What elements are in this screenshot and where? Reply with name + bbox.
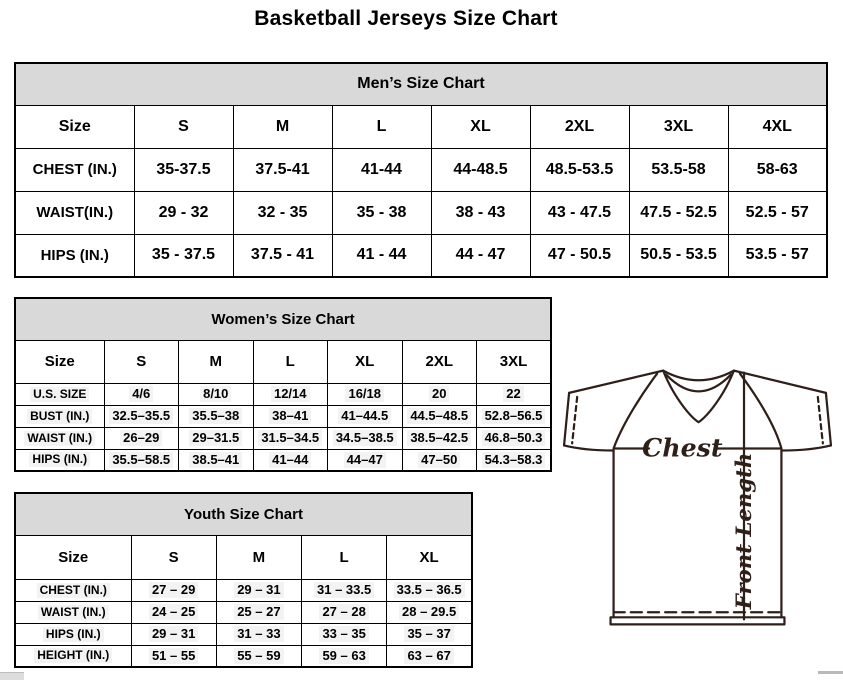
mens-col-4xl: 4XL — [728, 105, 827, 148]
womens-waist-value: 34.5–38.5 — [328, 427, 403, 449]
youth-height-value: 55 – 59 — [216, 645, 301, 667]
youth-hips-value: 35 – 37 — [387, 623, 472, 645]
womens-col-3xl: 3XL — [477, 340, 552, 383]
table-row — [15, 234, 827, 277]
mens-waist-value: 47.5 - 52.5 — [629, 191, 728, 234]
table-row — [15, 383, 551, 405]
womens-ussize-value: 16/18 — [328, 383, 403, 405]
jersey-collar-vneck — [663, 371, 734, 423]
mens-hips-value: 41 - 44 — [332, 234, 431, 277]
mens-chest-value: 58-63 — [728, 148, 827, 191]
womens-ussize-value: 8/10 — [179, 383, 254, 405]
mens-waist-value: 38 - 43 — [431, 191, 530, 234]
youth-col-size: Size — [15, 535, 131, 579]
womens-size-chart-table — [14, 297, 552, 472]
youth-chart-title: Youth Size Chart — [15, 493, 472, 535]
womens-ussize-value: 4/6 — [104, 383, 179, 405]
jersey-right-sleeve-cuff — [826, 393, 831, 446]
youth-waist-value: 27 – 28 — [302, 601, 387, 623]
jersey-right-sleeve-seam — [740, 374, 781, 449]
womens-col-m: M — [179, 340, 254, 383]
mens-chest-value: 48.5-53.5 — [530, 148, 629, 191]
table-row — [15, 623, 472, 645]
front-length-label: Front Length — [732, 452, 758, 610]
mens-hips-value: 35 - 37.5 — [134, 234, 233, 277]
youth-row-label-chest: CHEST (IN.) — [15, 579, 131, 601]
mens-waist-value: 32 - 35 — [233, 191, 332, 234]
mens-waist-value: 43 - 47.5 — [530, 191, 629, 234]
youth-height-value: 51 – 55 — [131, 645, 216, 667]
womens-row-label-bust: BUST (IN.) — [15, 405, 104, 427]
jersey-collar-outer-curve — [663, 371, 734, 381]
womens-bust-value: 32.5–35.5 — [104, 405, 179, 427]
mens-row-label-waist: WAIST(IN.) — [15, 191, 134, 234]
mens-chest-value: 44-48.5 — [431, 148, 530, 191]
jersey-diagram-svg — [560, 363, 835, 629]
bottom-right-scrollbar-fragment — [818, 671, 843, 674]
womens-waist-value: 46.8–50.3 — [477, 427, 552, 449]
page-title: Basketball Jerseys Size Chart — [254, 7, 558, 30]
womens-row-label-ussize: U.S. SIZE — [15, 383, 104, 405]
youth-row-label-height: HEIGHT (IN.) — [15, 645, 131, 667]
womens-ussize-value: 20 — [402, 383, 477, 405]
womens-chart-title: Women’s Size Chart — [15, 298, 551, 340]
mens-hips-value: 50.5 - 53.5 — [629, 234, 728, 277]
womens-waist-value: 26–29 — [104, 427, 179, 449]
womens-waist-value: 38.5–42.5 — [402, 427, 477, 449]
mens-waist-value: 35 - 38 — [332, 191, 431, 234]
mens-col-m: M — [233, 105, 332, 148]
mens-waist-value: 29 - 32 — [134, 191, 233, 234]
jersey-hem-band — [611, 617, 785, 624]
mens-hips-value: 44 - 47 — [431, 234, 530, 277]
womens-ussize-value: 22 — [477, 383, 552, 405]
youth-col-xl: XL — [387, 535, 472, 579]
womens-hips-value: 47–50 — [402, 449, 477, 471]
womens-hips-value: 41–44 — [253, 449, 328, 471]
womens-row-label-hips: HIPS (IN.) — [15, 449, 104, 471]
youth-height-value: 59 – 63 — [302, 645, 387, 667]
womens-bust-value: 52.8–56.5 — [477, 405, 552, 427]
table-row — [15, 405, 551, 427]
youth-height-value: 63 – 67 — [387, 645, 472, 667]
table-row — [15, 449, 551, 471]
womens-bust-value: 35.5–38 — [179, 405, 254, 427]
womens-col-xl: XL — [328, 340, 403, 383]
mens-col-2xl: 2XL — [530, 105, 629, 148]
youth-waist-value: 25 – 27 — [216, 601, 301, 623]
table-row — [15, 579, 472, 601]
mens-col-3xl: 3XL — [629, 105, 728, 148]
table-row — [15, 427, 551, 449]
youth-chest-value: 27 – 29 — [131, 579, 216, 601]
womens-hips-value: 44–47 — [328, 449, 403, 471]
mens-hips-value: 37.5 - 41 — [233, 234, 332, 277]
mens-chart-title: Men’s Size Chart — [15, 63, 827, 105]
youth-waist-value: 28 – 29.5 — [387, 601, 472, 623]
mens-row-label-hips: HIPS (IN.) — [15, 234, 134, 277]
mens-col-s: S — [134, 105, 233, 148]
womens-ussize-value: 12/14 — [253, 383, 328, 405]
womens-hips-value: 38.5–41 — [179, 449, 254, 471]
womens-hips-value: 35.5–58.5 — [104, 449, 179, 471]
jersey-measurement-diagram — [560, 363, 835, 629]
jersey-left-cuff-dashed-line — [572, 397, 577, 444]
womens-col-s: S — [104, 340, 179, 383]
mens-chest-value: 53.5-58 — [629, 148, 728, 191]
table-row — [15, 191, 827, 234]
womens-row-label-waist: WAIST (IN.) — [15, 427, 104, 449]
mens-col-l: L — [332, 105, 431, 148]
youth-row-label-hips: HIPS (IN.) — [15, 623, 131, 645]
jersey-left-sleeve-cuff — [564, 393, 569, 446]
chest-label: Chest — [642, 432, 723, 463]
jersey-right-shoulder-line — [734, 371, 826, 393]
youth-hips-value: 31 – 33 — [216, 623, 301, 645]
youth-col-m: M — [216, 535, 301, 579]
mens-col-size: Size — [15, 105, 134, 148]
womens-col-2xl: 2XL — [402, 340, 477, 383]
youth-chest-value: 33.5 – 36.5 — [387, 579, 472, 601]
jersey-right-sleeve-underside — [781, 445, 831, 450]
jersey-right-cuff-dashed-line — [818, 397, 823, 444]
table-row — [15, 148, 827, 191]
table-row — [15, 645, 472, 667]
jersey-left-shoulder-line — [569, 371, 663, 393]
youth-hips-value: 33 – 35 — [302, 623, 387, 645]
table-row — [15, 601, 472, 623]
womens-bust-value: 41–44.5 — [328, 405, 403, 427]
womens-bust-value: 38–41 — [253, 405, 328, 427]
mens-col-xl: XL — [431, 105, 530, 148]
youth-col-l: L — [302, 535, 387, 579]
youth-chest-value: 31 – 33.5 — [302, 579, 387, 601]
mens-row-label-chest: CHEST (IN.) — [15, 148, 134, 191]
mens-chest-value: 35-37.5 — [134, 148, 233, 191]
mens-chest-value: 41-44 — [332, 148, 431, 191]
mens-waist-value: 52.5 - 57 — [728, 191, 827, 234]
youth-hips-value: 29 – 31 — [131, 623, 216, 645]
youth-row-label-waist: WAIST (IN.) — [15, 601, 131, 623]
mens-chest-value: 37.5-41 — [233, 148, 332, 191]
womens-hips-value: 54.3–58.3 — [477, 449, 552, 471]
youth-chest-value: 29 – 31 — [216, 579, 301, 601]
womens-waist-value: 31.5–34.5 — [253, 427, 328, 449]
womens-col-l: L — [253, 340, 328, 383]
womens-bust-value: 44.5–48.5 — [402, 405, 477, 427]
mens-hips-value: 53.5 - 57 — [728, 234, 827, 277]
womens-col-size: Size — [15, 340, 104, 383]
youth-col-s: S — [131, 535, 216, 579]
jersey-left-sleeve-underside — [564, 445, 614, 450]
mens-size-chart-table — [14, 62, 828, 278]
womens-waist-value: 29–31.5 — [179, 427, 254, 449]
youth-waist-value: 24 – 25 — [131, 601, 216, 623]
youth-size-chart-table — [14, 492, 473, 668]
mens-hips-value: 47 - 50.5 — [530, 234, 629, 277]
